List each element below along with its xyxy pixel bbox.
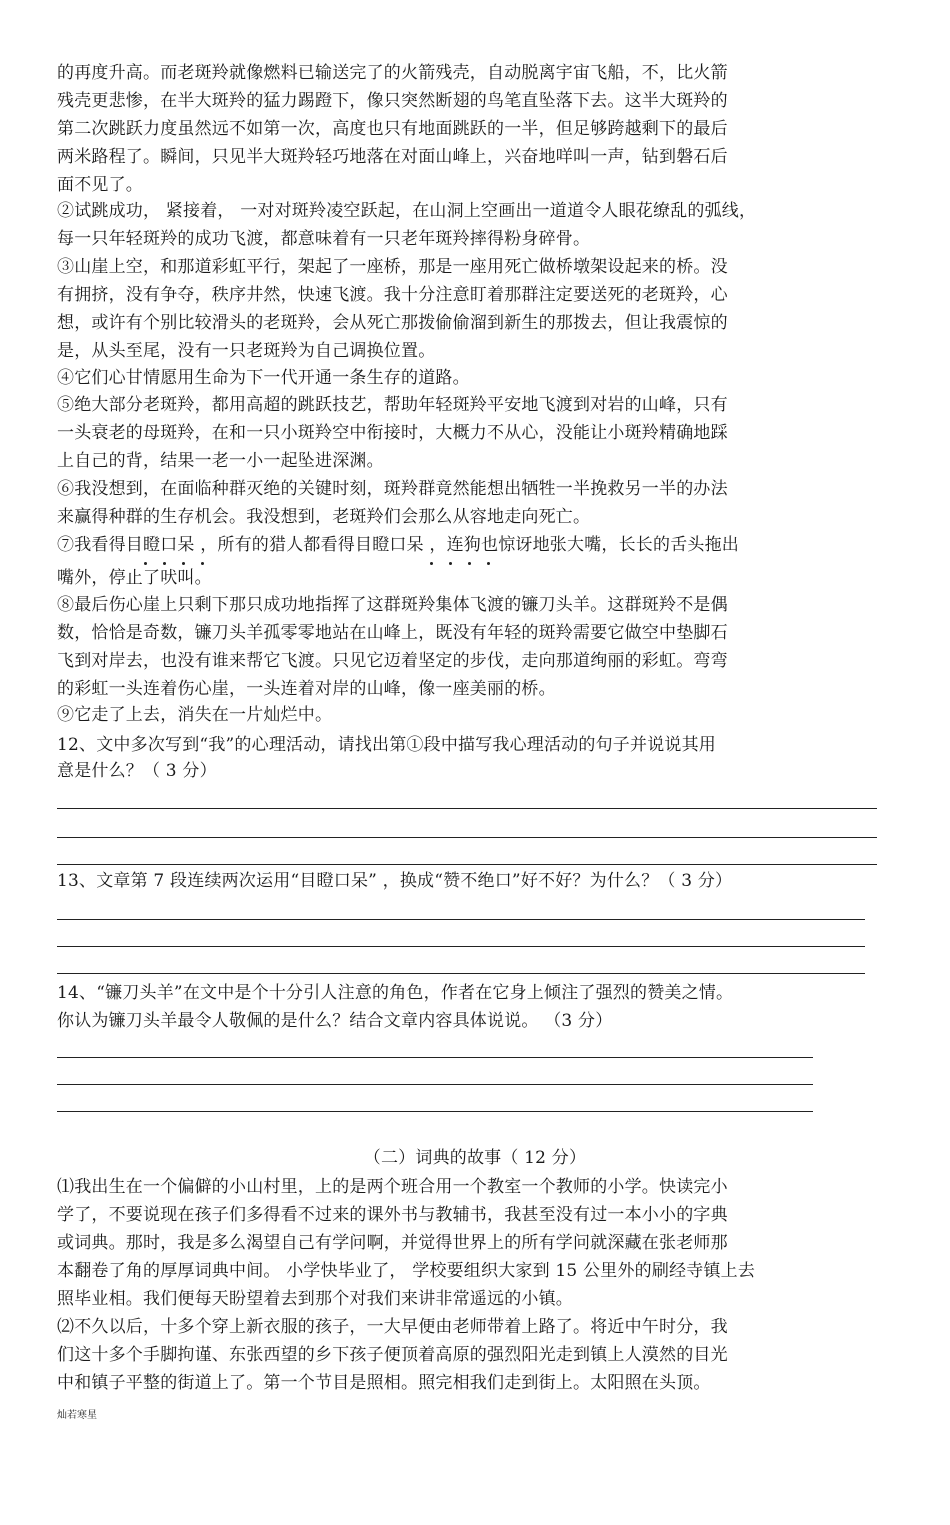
question-12: 12、文中多次写到“我”的心理活动，请找出第①段中描写我心理活动的句子并说说其用 [57,735,717,755]
section2-line: 们这十多个手脚拘谨、东张西望的乡下孩子便顶着高原的强烈阳光走到镇上人漠然的目光 [57,1345,728,1365]
answer-line[interactable] [57,919,865,920]
passage1-line: ④它们心甘情愿用生命为下一代开通一条生存的道路。 [57,368,470,388]
question-12-cont: 意是什么？（ 3 分） [57,761,217,781]
emphasis-dot [468,562,471,565]
emphasis-dot [182,562,185,565]
emphasis-dot [487,562,490,565]
passage1-line: 残壳更悲惨，在半大斑羚的猛力踢蹬下，像只突然断翅的鸟笔直坠落下去。这半大斑羚的 [57,91,728,111]
passage1-line: 想，或许有个别比较滑头的老斑羚，会从死亡那拨偷偷溜到新生的那拨去，但让我震惊的 [57,313,728,333]
passage1-line: 的彩虹一头连着伤心崖，一头连着对岸的山峰，像一座美丽的桥。 [57,679,556,699]
passage1-line: ⑥我没想到，在面临种群灭绝的关键时刻，斑羚群竟然能想出牺牲一半挽救另一半的办法 [57,479,728,499]
passage1-line: 上自己的背，结果一老一小一起坠进深渊。 [57,451,384,471]
section2-line: 学了，不要说现在孩子们多得看不过来的课外书与教辅书，我甚至没有过一本小小的字典 [57,1205,728,1225]
answer-line[interactable] [57,973,865,974]
emphasis-dot [430,562,433,565]
emphasis-dot [201,562,204,565]
passage1-line: 数，恰恰是奇数，镰刀头羊孤零零地站在山峰上，既没有年轻的斑羚需要它做空中垫脚石 [57,623,728,643]
emphasis-dot [163,562,166,565]
answer-line[interactable] [57,946,865,947]
passage1-line: ②试跳成功， 紧接着， 一对对斑羚凌空跃起，在山洞上空画出一道道令人眼花缭乱的弧线， [57,201,757,221]
section2-line: ⑵不久以后，十多个穿上新衣服的孩子，一大早便由老师带着上路了。将近中午时分，我 [57,1317,728,1337]
passage1-line: 面不见了。 [57,175,143,195]
answer-line[interactable] [57,1111,813,1112]
answer-line[interactable] [57,1084,813,1085]
passage1-line: 两米路程了。瞬间，只见半大斑羚轻巧地落在对面山峰上，兴奋地咩叫一声，钻到磐石后 [57,147,728,167]
passage1-line: ⑧最后伤心崖上只剩下那只成功地指挥了这群斑羚集体飞渡的镰刀头羊。这群斑羚不是偶 [57,595,728,615]
section2-line: 或词典。那时，我是多么渴望自己有学问啊，并觉得世界上的所有学问就深藏在张老师那 [57,1233,728,1253]
passage1-line: 来赢得种群的生存机会。我没想到，老斑羚们会那么从容地走向死亡。 [57,507,591,527]
passage1-line: ③山崖上空，和那道彩虹平行，架起了一座桥，那是一座用死亡做桥墩架设起来的桥。没 [57,257,728,277]
passage1-line: 第二次跳跃力度虽然远不如第一次，高度也只有地面跳跃的一半，但足够跨越剩下的最后 [57,119,728,139]
question-14-cont: 你认为镰刀头羊最令人敬佩的是什么？结合文章内容具体说说。 （3 分） [57,1011,613,1031]
passage1-line: 飞到对岸去，也没有谁来帮它飞渡。只见它迈着坚定的步伐，走向那道绚丽的彩虹。弯弯 [57,651,728,671]
emphasis-dot [449,562,452,565]
passage1-line-with-emphasis [57,535,739,555]
passage1-line: ⑤绝大部分老斑羚，都用高超的跳跃技艺，帮助年轻斑羚平安地飞渡到对岩的山峰，只有 [57,395,728,415]
section2-line: 中和镇子平整的街道上了。第一个节目是照相。照完相我们走到街上。太阳照在头顶。 [57,1373,711,1393]
section2-line: ⑴我出生在一个偏僻的小山村里，上的是两个班合用一个教室一个教师的小学。快读完小 [57,1177,728,1197]
footer-watermark: 灿若寒星 [57,1410,97,1421]
answer-line[interactable] [57,1057,813,1058]
answer-line[interactable] [57,864,877,865]
emphasis-dot [144,562,147,565]
section2-line: 照毕业相。我们便每天盼望着去到那个对我们来讲非常遥远的小镇。 [57,1289,573,1309]
passage1-line: 有拥挤，没有争夺，秩序井然，快速飞渡。我十分注意盯着那群注定要送死的老斑羚，心 [57,285,728,305]
passage1-line-text: ⑦我看得目瞪口呆 ，所有的猎人都看得目瞪口呆 ，连狗也惊讶地张大嘴，长长的舌头拖出 [57,535,740,555]
question-13: 13、文章第 7 段连续两次运用“目瞪口呆” ，换成“赞不绝口”好不好？为什么？（ 3 分） [57,871,733,891]
passage1-line: 是，从头至尾，没有一只老斑羚为自己调换位置。 [57,341,436,361]
answer-line[interactable] [57,837,877,838]
section-title: （二）词典的故事（ 12 分） [363,1148,587,1168]
answer-line[interactable] [57,808,877,809]
question-14: 14、“镰刀头羊”在文中是个十分引人注意的角色，作者在它身上倾注了强烈的赞美之情。 [57,983,734,1003]
passage1-line: 嘴外，停止了吠叫。 [57,568,212,588]
passage1-line: 一头衰老的母斑羚，在和一只小斑羚空中衔接时，大概力不从心，没能让小斑羚精确地踩 [57,423,728,443]
section2-line: 本翻卷了角的厚厚词典中间。 小学快毕业了， 学校要组织大家到 15 公里外的刷经寺镇上去 [57,1261,756,1281]
passage1-line: 每一只年轻斑羚的成功飞渡，都意味着有一只老年斑羚摔得粉身碎骨。 [57,229,591,249]
passage1-line: 的再度升高。而老斑羚就像燃料已输送完了的火箭残壳，自动脱离宇宙飞船，不，比火箭 [57,63,728,83]
passage1-line: ⑨它走了上去，消失在一片灿烂中。 [57,705,333,725]
